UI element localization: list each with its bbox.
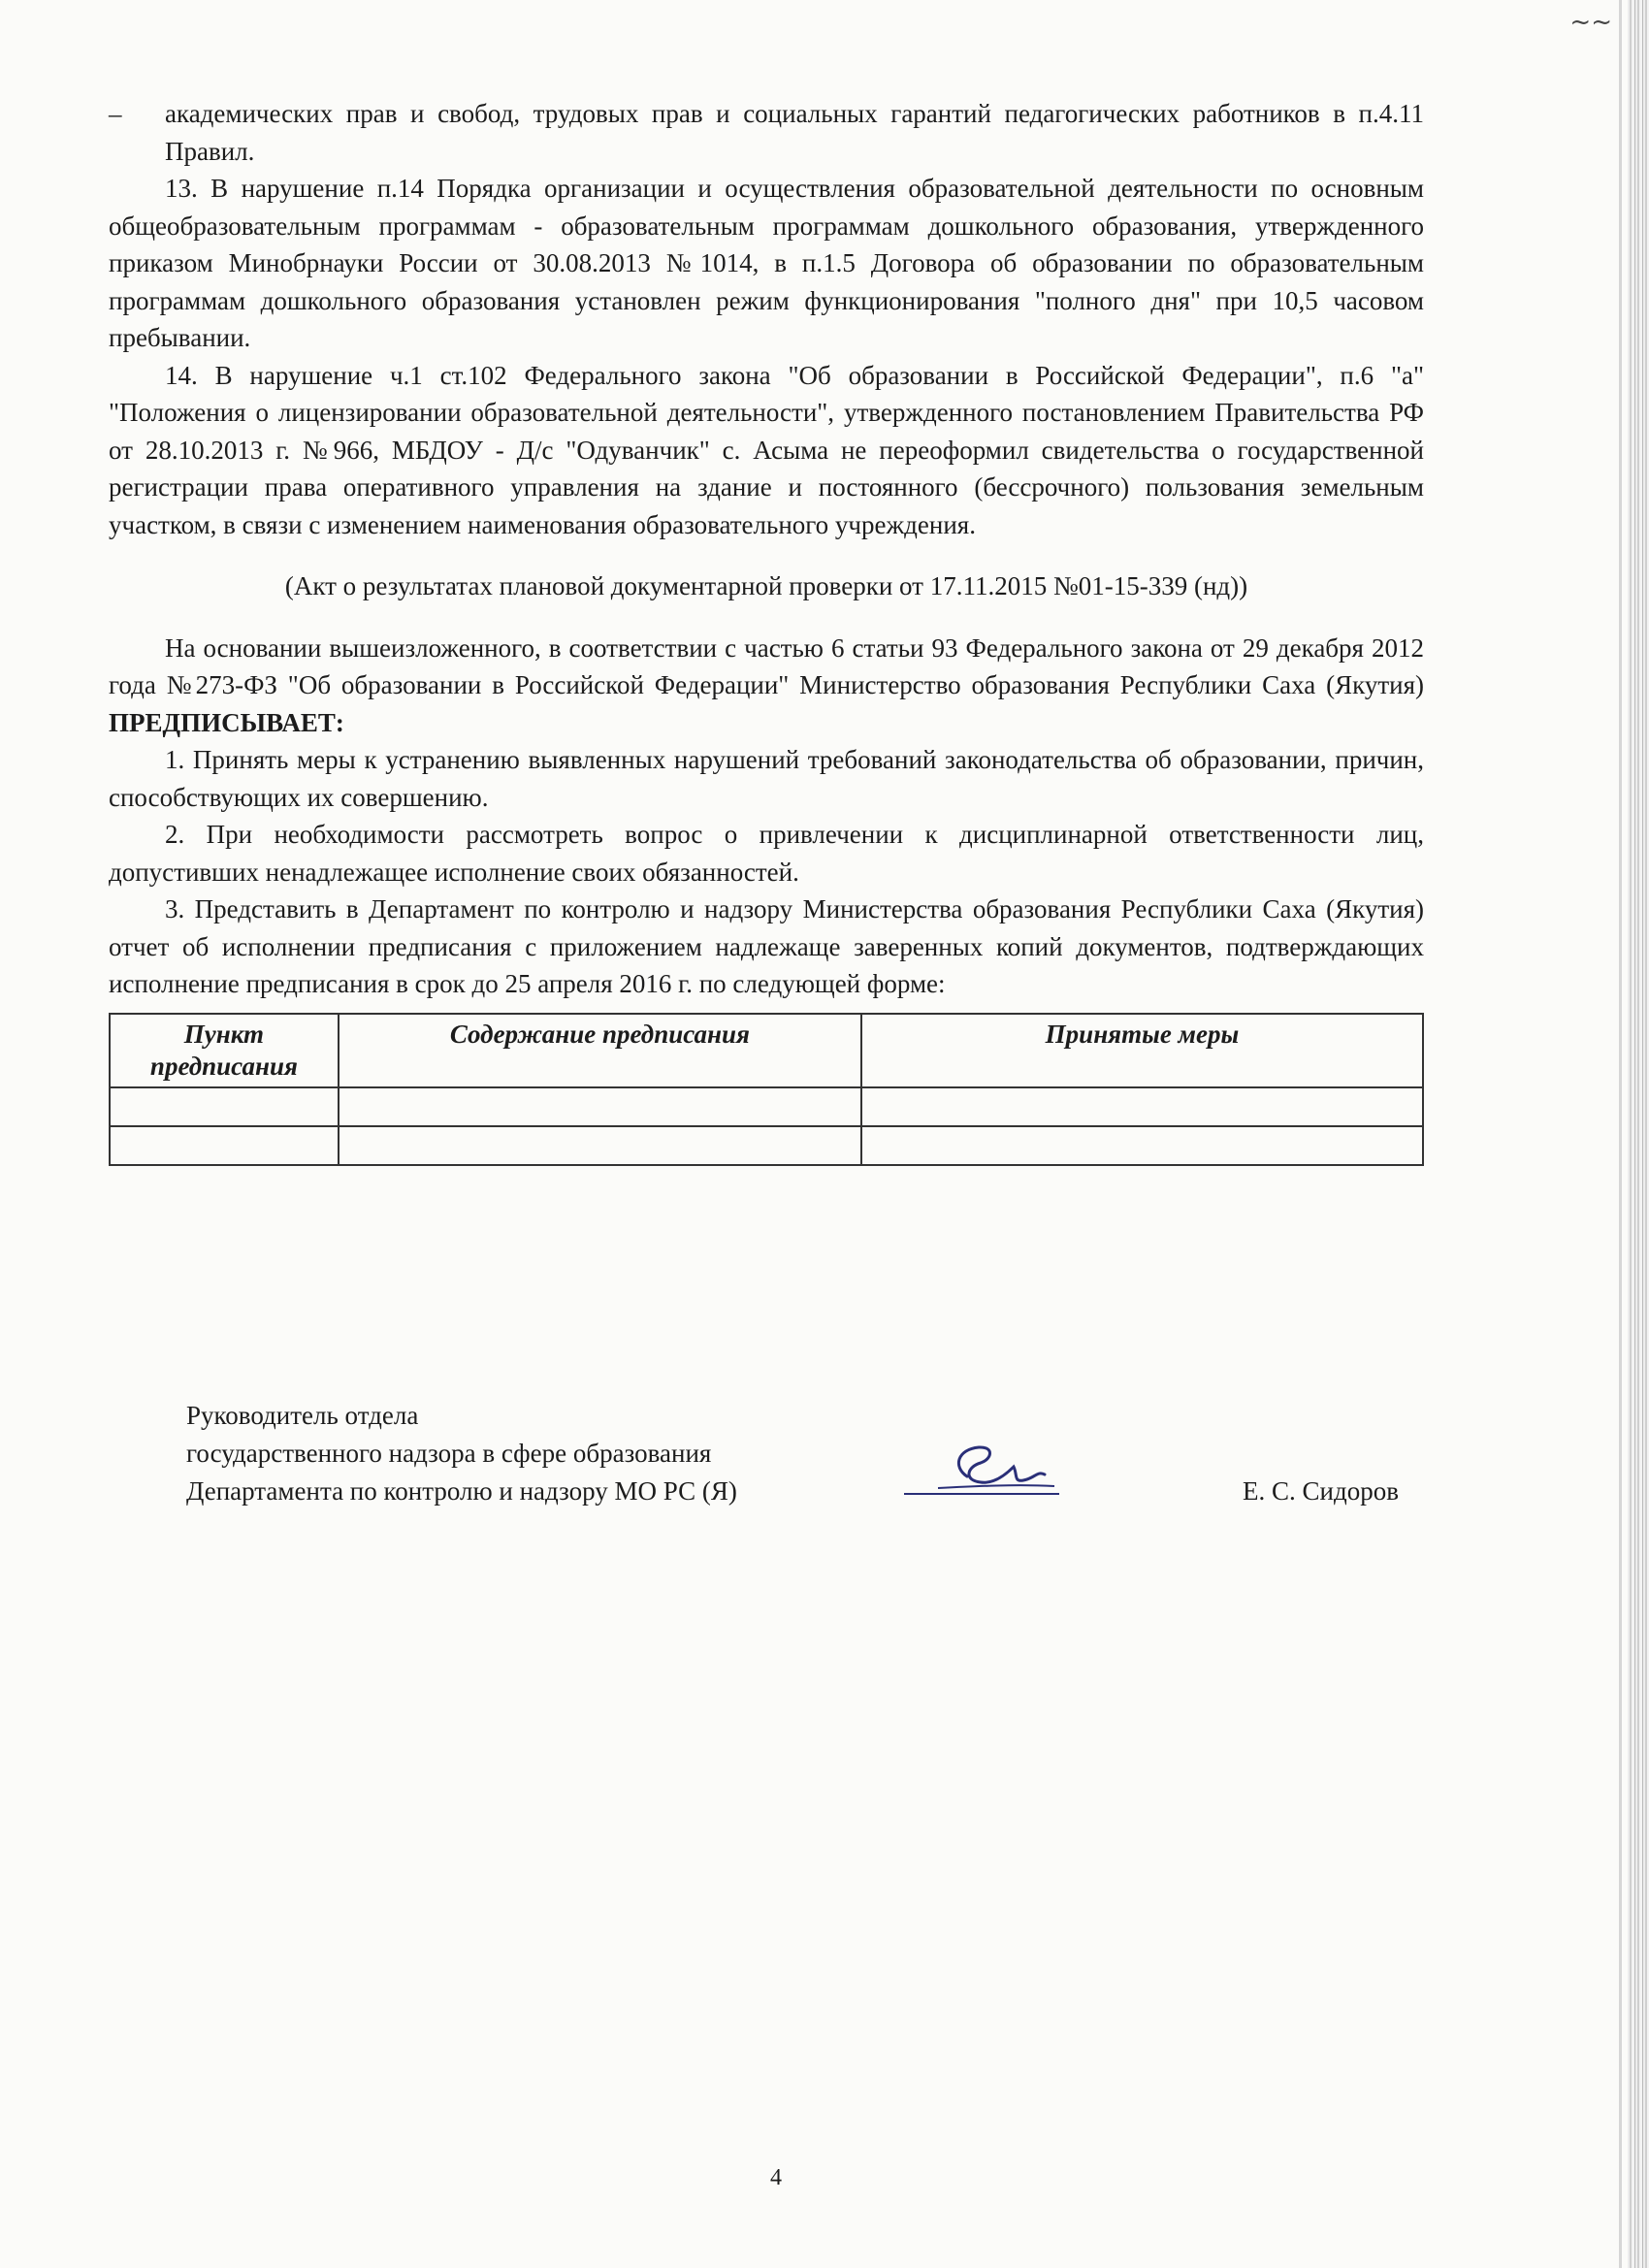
paragraph-13: 13. В нарушение п.14 Порядка организации и осуществления образовательной деятельности по основным общеобразовательным программам - образовательным программам дошкольного образования, утвержденного приказом Минобрнауки России от 30.08.2013 №1014, в п.1.5 Договора об образовании по образовательным программам дошкольного образования установлен режим функционирования "полного дня" при 10,5 часовом пребывании. [109, 174, 1424, 352]
scan-edge [1628, 0, 1649, 2268]
signature-block [186, 1397, 1399, 1510]
report-form-table [109, 1013, 1424, 1166]
order-3: 3. Представить в Департамент по контролю и надзору Министерства образования Республики Саха (Якутия) отчет об исполнении предписания с приложением надлежаще заверенных копий документов, подтверждающих исполнение предписания в срок до 25 апреля 2016 г. по следующей форме: [109, 894, 1424, 998]
signer-name: Е. С. Сидоров [1243, 1476, 1399, 1506]
page-number: 4 [770, 2165, 782, 2190]
basis-text: На основании вышеизложенного, в соответствии с частью 6 статьи 93 Федерального закона от 29 декабря 2012 года №273-ФЗ "Об образовании в Российской Федерации" Министерство образования Республики Саха (Якутия) [109, 632, 1424, 699]
handwritten-signature [899, 1438, 1064, 1506]
signer-title-line-1: Руководитель отдела [186, 1401, 419, 1430]
table-row [110, 1126, 1423, 1165]
document-body [109, 95, 1424, 1166]
prescribes-heading: ПРЕДПИСЫВАЕТ: [109, 707, 344, 737]
signer-title-line-3: Департамента по контролю и надзору МО РС (Я) [186, 1476, 737, 1506]
dash-item-text: академических прав и свобод, трудовых прав и социальных гарантий педагогических работников в п.4.11 Правил. [165, 99, 1424, 166]
header-measures: Принятые меры [861, 1014, 1423, 1087]
table-header-row [110, 1014, 1423, 1087]
header-item: Пункт предписания [110, 1014, 339, 1087]
dash-marker: – [109, 99, 122, 128]
dash-list-item [109, 95, 1424, 170]
order-1: 1. Принять меры к устранению выявленных нарушений требований законодательства об образовании, причин, способствующих их совершению. [109, 745, 1424, 812]
order-2: 2. При необходимости рассмотреть вопрос о привлечении к дисциплинарной ответственности лиц, допустивших ненадлежащее исполнение своих обязанностей. [109, 820, 1424, 887]
header-content: Содержание предписания [339, 1014, 861, 1087]
act-reference: (Акт о результатах плановой документарной проверки от 17.11.2015 №01-15-339 (нд)) [284, 571, 1248, 600]
corner-mark: ~~ [1569, 8, 1612, 37]
paragraph-14: 14. В нарушение ч.1 ст.102 Федерального закона "Об образовании в Российской Федерации", п.6 "а" "Положения о лицензировании образовательной деятельности", утвержденного постановлением Правительства РФ от 28.10.2013 г. №966, МБДОУ - Д/с "Одуванчик" с. Асыма не переоформил свидетельства о государственной регистрации права оперативного управления на здание и постоянного (бессрочного) пользования земельным участком, в связи с изменением наименования образовательного учреждения. [109, 360, 1424, 539]
scan-edge-line [1619, 0, 1622, 2268]
table-row [110, 1087, 1423, 1126]
basis-paragraph [109, 630, 1424, 742]
signer-title-line-2: государственного надзора в сфере образования [186, 1439, 712, 1468]
